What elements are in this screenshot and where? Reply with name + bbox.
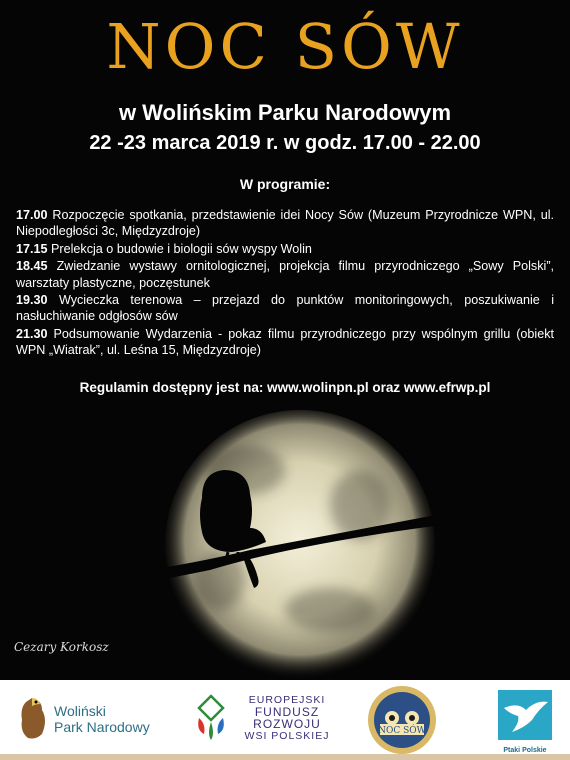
event-date: 22 -23 marca 2019 r. w godz. 17.00 - 22.00	[89, 132, 481, 154]
wpn-line1: Woliński	[54, 703, 106, 719]
efrwp-line4: WSI POLSKIEJ	[244, 730, 330, 742]
program-text: Podsumowanie Wydarzenia - pokaz filmu przyrodniczego przy wspólnym grillu (obiekt WPN „Wiatrak”, ul. Leśna 15, Międzyzdroje)	[16, 326, 555, 358]
program-time: 21.30	[16, 326, 48, 341]
program-text: Prelekcja o budowie i biologii sów wyspy Wolin	[51, 241, 312, 256]
program-item	[16, 241, 554, 257]
bird-icon	[496, 688, 554, 742]
wpn-line2: Park Narodowy	[54, 719, 150, 735]
ptaki-polskie-logo	[496, 688, 554, 752]
event-title: NOC SÓW	[106, 10, 464, 83]
program-item	[16, 292, 554, 325]
program-text: Zwiedzanie wystawy ornitologicznej, projekcja filmu przyrodniczego „Sowy Polski”, warsztaty plastyczne, poczęstunek	[16, 259, 555, 290]
efrwp-line1: EUROPEJSKI	[248, 694, 326, 706]
ptaki-caption: Ptaki Polskie	[503, 747, 547, 754]
program-item	[16, 326, 554, 359]
program-time: 19.30	[16, 293, 48, 308]
efrwp-line2: FUNDUSZ	[254, 705, 320, 719]
noc-sow-logo-text: NOC SÓW	[378, 726, 426, 736]
efrwp-logo	[192, 690, 352, 748]
moon-owl-image	[150, 410, 450, 680]
program-time: 18.45	[16, 259, 48, 274]
program-time: 17.15	[16, 241, 48, 256]
program-list	[16, 207, 554, 360]
rules-text: Regulamin dostępny jest na: www.wolinpn.pl oraz www.efrwp.pl	[79, 380, 491, 395]
program-time: 17.00	[16, 208, 48, 222]
program-text: Rozpoczęcie spotkania, przedstawienie idei Nocy Sów (Muzeum Przyrodnicze WPN, ul. Niepodległości 3c, Międzyzdroje)	[16, 208, 554, 239]
wpn-logo	[14, 694, 189, 744]
footer-stripe	[0, 754, 570, 760]
event-subtitle: w Wolińskim Parku Narodowym	[118, 100, 452, 125]
noc-sow-logo	[366, 684, 438, 756]
program-item	[16, 258, 554, 291]
sponsor-footer	[0, 680, 570, 760]
program-text: Wycieczka terenowa – przejazd do punktów monitoringowych, poszukiwanie i nasłuchiwanie odgłosów sów	[16, 293, 555, 324]
program-heading: W programie:	[239, 176, 331, 192]
photographer-signature: Cezary Korkosz	[14, 640, 109, 654]
eagle-icon	[14, 694, 50, 742]
program-item	[16, 207, 554, 240]
plant-icon	[192, 690, 230, 746]
efrwp-line3: ROZWOJU	[253, 717, 321, 731]
